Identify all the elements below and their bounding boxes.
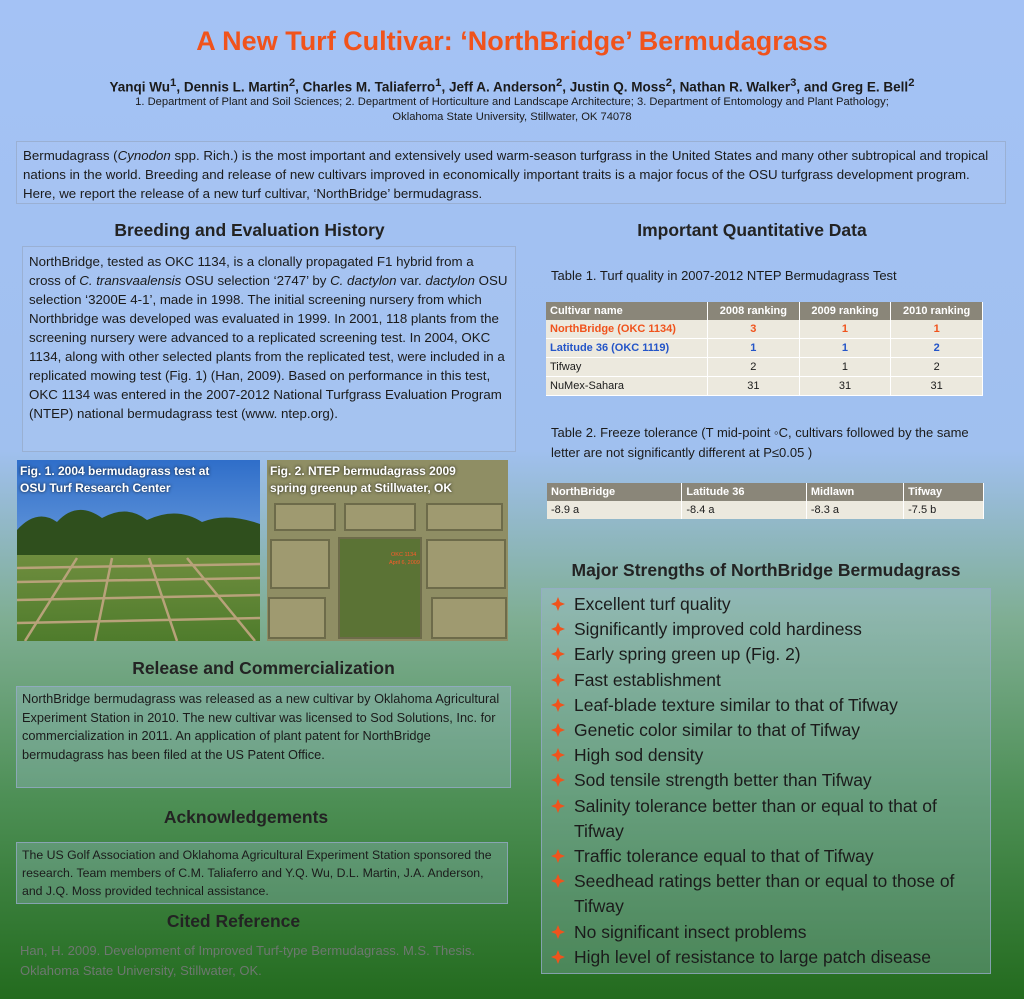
diamond-bullet-icon (551, 849, 565, 863)
figure-2-caption: Fig. 2. NTEP bermudagrass 2009 spring greenup at Stillwater, OK (270, 464, 456, 495)
diamond-bullet-icon (551, 597, 565, 611)
quant-heading: Important Quantitative Data (637, 220, 867, 240)
figure-2-photo (267, 460, 508, 641)
diamond-bullet-icon (551, 622, 565, 636)
list-item: Sod tensile strength better than Tifway (548, 768, 986, 793)
list-item: Leaf-blade texture similar to that of Tifway (548, 693, 986, 718)
author-list: Yanqi Wu$^1$, Dennis L. Martin$^2$, Charles M. Taliaferro$^1$, Jeff A. Anderson$^2$, Justin Q. Moss$^2$, Nathan R. Walker$^3$, and Greg E. Bell$^2$ (109, 77, 915, 95)
reference-heading: Cited Reference (166, 911, 301, 931)
diamond-bullet-icon (551, 723, 565, 737)
table-1-header: 2009 ranking (799, 302, 891, 320)
table-row: Latitude 36 (OKC 1119) 1 1 2 (546, 339, 983, 358)
table-2-caption: Table 2. Freeze tolerance (T mid-point ◦C, cultivars followed by the same letter are not significantly different at P≤0.05 ) (551, 425, 969, 460)
table-1-header: Cultivar name (546, 302, 708, 320)
breeding-text: NorthBridge, tested as OKC 1134, is a clonally propagated F1 hybrid from a cross of C. transvaalensis OSU selection ‘2747’ by C. dactylon var. dactylon OSU selection ‘3200E 4-1’, made in 1998. The initial screening nursery from which Northbridge was developed was evaluated in 1999. In 2001, 118 plants from the screening nursery were advanced to a replicated screening test. In 2004, OKC 1134, along with other selected plants from the replicated test, were included in a replicated mowing test (Fig. 1) (Han, 2009). Based on performance in this test, OKC 1134 was entered in the 2007-2012 National Turfgrass Evaluation Program (NTEP) national bermudagrass test (www. ntep.org). (22, 246, 516, 452)
list-item: No significant insect problems (548, 920, 986, 945)
diamond-bullet-icon (551, 925, 565, 939)
strengths-heading: Major Strengths of NorthBridge Bermudagrass (571, 560, 961, 580)
diamond-bullet-icon (551, 698, 565, 712)
list-item: Fast establishment (548, 668, 986, 693)
poster-title: A New Turf Cultivar: ‘NorthBridge’ Bermudagrass (196, 26, 828, 56)
affiliations: 1. Department of Plant and Soil Sciences; 2. Department of Horticulture and Landscape Architecture; 3. Department of Entomology and Plant Pathology; Oklahoma State University, Stillwater, OK 74078 (135, 96, 889, 123)
release-heading: Release and Commercialization (132, 658, 395, 678)
figure-1-photo (17, 460, 260, 641)
reference-text: Han, H. 2009. Development of Improved Turf-type Bermudagrass. M.S. Thesis. Oklahoma State University, Stillwater, OK. (20, 943, 475, 978)
table-2-header: Midlawn (806, 483, 903, 501)
table-row: NorthBridge (OKC 1134) 3 1 1 (546, 320, 983, 339)
list-item: Significantly improved cold hardiness (548, 617, 986, 642)
table-2 (547, 483, 984, 519)
diamond-bullet-icon (551, 799, 565, 813)
table-row: -8.9 a -8.4 a -8.3 a -7.5 b (547, 501, 984, 519)
table-2-header: Tifway (904, 483, 984, 501)
diamond-bullet-icon (551, 874, 565, 888)
table-1-header: 2010 ranking (891, 302, 983, 320)
plot-label-cultivar: OKC 1134 (391, 552, 417, 558)
acknowledgements-heading: Acknowledgements (163, 807, 329, 827)
list-item: Seedhead ratings better than or equal to those of Tifway (548, 869, 986, 919)
diamond-bullet-icon (551, 773, 565, 787)
table-row: NuMex-Sahara 31 31 31 (546, 377, 983, 396)
plot-label-date: April 6, 2009 (389, 560, 420, 566)
breeding-heading: Breeding and Evaluation History (114, 220, 385, 240)
list-item: Early spring green up (Fig. 2) (548, 642, 986, 667)
table-1-header: 2008 ranking (708, 302, 800, 320)
diamond-bullet-icon (551, 673, 565, 687)
diamond-bullet-icon (551, 647, 565, 661)
list-item: Salinity tolerance better than or equal to that of Tifway (548, 794, 986, 844)
diamond-bullet-icon (551, 748, 565, 762)
table-1 (546, 302, 983, 396)
list-item: High level of resistance to large patch disease (548, 945, 986, 970)
table-row: Tifway 2 1 2 (546, 358, 983, 377)
diamond-bullet-icon (551, 950, 565, 964)
introduction-text: Bermudagrass (Cynodon spp. Rich.) is the most important and extensively used warm-season turfgrass in the United States and many other subtropical and tropical nations in the world. Breeding and release of new cultivars improved in economically important traits is a major focus of the OSU turfgrass development program. Here, we report the release of a new turf cultivar, ‘NorthBridge’ bermudagrass. (16, 141, 1006, 204)
acknowledgements-text: The US Golf Association and Oklahoma Agricultural Experiment Station sponsored the research. Team members of C.M. Taliaferro and Y.Q. Wu, D.L. Martin, J.A. Anderson, and J.Q. Moss provided technical assistance. (16, 842, 508, 904)
table-2-header: Latitude 36 (682, 483, 807, 501)
strengths-list (541, 588, 991, 974)
list-item: Genetic color similar to that of Tifway (548, 718, 986, 743)
figure-1-caption: Fig. 1. 2004 bermudagrass test at OSU Turf Research Center (20, 464, 210, 495)
list-item: High sod density (548, 743, 986, 768)
list-item: Traffic tolerance equal to that of Tifway (548, 844, 986, 869)
release-text: NorthBridge bermudagrass was released as a new cultivar by Oklahoma Agricultural Experiment Station in 2010. The new cultivar was licensed to Sod Solutions, Inc. for commercialization in 2011. An application of plant patent for NorthBridge bermudagrass has been filed at the US Patent Office. (16, 686, 511, 788)
table-1-caption: Table 1. Turf quality in 2007-2012 NTEP Bermudagrass Test (551, 268, 897, 283)
table-2-header: NorthBridge (547, 483, 682, 501)
list-item: Excellent turf quality (548, 592, 986, 617)
